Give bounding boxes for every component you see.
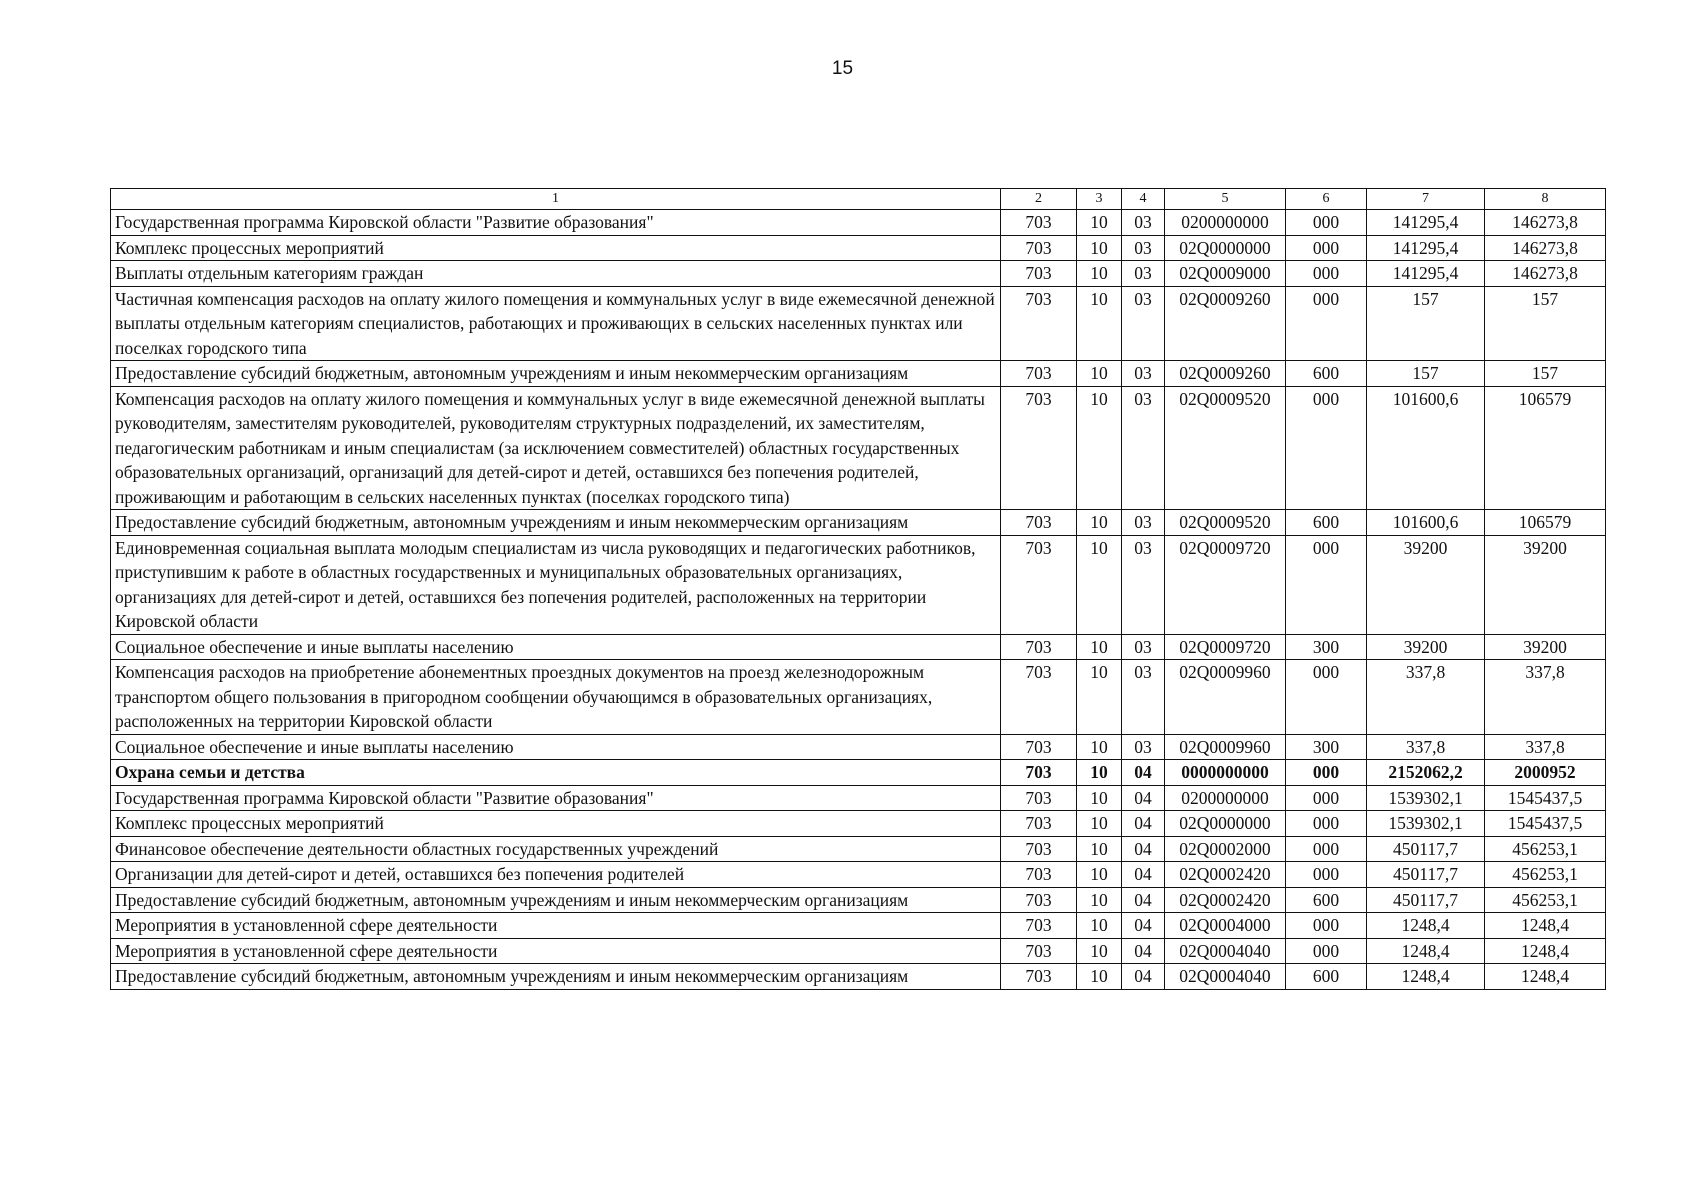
table-row (111, 510, 1606, 536)
section-code-cell: 703 (1001, 811, 1077, 837)
division-code-cell: 03 (1122, 261, 1165, 287)
table-row (111, 862, 1606, 888)
subsection-code-cell: 10 (1077, 836, 1122, 862)
subsection-code-cell: 10 (1077, 634, 1122, 660)
table-row (111, 785, 1606, 811)
division-code-cell: 03 (1122, 634, 1165, 660)
section-code-cell: 703 (1001, 634, 1077, 660)
target-code-cell: 02Q0009960 (1165, 734, 1286, 760)
section-code-cell: 703 (1001, 510, 1077, 536)
division-code-cell: 04 (1122, 785, 1165, 811)
section-code-cell: 703 (1001, 887, 1077, 913)
expense-type-cell: 000 (1286, 836, 1367, 862)
amount-year1-cell: 39200 (1367, 634, 1485, 660)
subsection-code-cell: 10 (1077, 964, 1122, 990)
division-code-cell: 04 (1122, 836, 1165, 862)
amount-year2-cell: 337,8 (1485, 734, 1606, 760)
target-code-cell: 02Q0009520 (1165, 386, 1286, 510)
amount-year1-cell: 157 (1367, 361, 1485, 387)
amount-year1-cell: 2152062,2 (1367, 760, 1485, 786)
table-row (111, 361, 1606, 387)
subsection-code-cell: 10 (1077, 510, 1122, 536)
amount-year2-cell: 106579 (1485, 386, 1606, 510)
amount-year1-cell: 101600,6 (1367, 510, 1485, 536)
subsection-code-cell: 10 (1077, 811, 1122, 837)
expense-type-cell: 000 (1286, 811, 1367, 837)
expense-type-cell: 000 (1286, 535, 1367, 634)
division-code-cell: 04 (1122, 862, 1165, 888)
amount-year1-cell: 141295,4 (1367, 210, 1485, 236)
item-name-cell: Частичная компенсация расходов на оплату жилого помещения и коммунальных услуг в виде ежемесячной денежной выплаты отдельным категориям специалистов, работающих и проживающих в сельских населенных пунктах или поселках городского типа (111, 286, 1001, 361)
header-cell: 6 (1286, 189, 1367, 210)
amount-year1-cell: 1248,4 (1367, 938, 1485, 964)
expense-type-cell: 000 (1286, 760, 1367, 786)
expense-type-cell: 000 (1286, 660, 1367, 735)
expense-type-cell: 000 (1286, 261, 1367, 287)
table-row (111, 535, 1606, 634)
amount-year2-cell: 157 (1485, 361, 1606, 387)
amount-year1-cell: 157 (1367, 286, 1485, 361)
target-code-cell: 02Q0009000 (1165, 261, 1286, 287)
item-name-cell: Выплаты отдельным категориям граждан (111, 261, 1001, 287)
section-code-cell: 703 (1001, 734, 1077, 760)
target-code-cell: 02Q0009960 (1165, 660, 1286, 735)
amount-year2-cell: 1248,4 (1485, 964, 1606, 990)
amount-year1-cell: 1248,4 (1367, 964, 1485, 990)
amount-year2-cell: 157 (1485, 286, 1606, 361)
section-code-cell: 703 (1001, 210, 1077, 236)
subsection-code-cell: 10 (1077, 660, 1122, 735)
table-row (111, 210, 1606, 236)
section-code-cell: 703 (1001, 862, 1077, 888)
table-row (111, 634, 1606, 660)
expense-type-cell: 000 (1286, 386, 1367, 510)
item-name-cell: Охрана семьи и детства (111, 760, 1001, 786)
target-code-cell: 02Q0000000 (1165, 811, 1286, 837)
item-name-cell: Организации для детей-сирот и детей, оставшихся без попечения родителей (111, 862, 1001, 888)
subsection-code-cell: 10 (1077, 210, 1122, 236)
expense-type-cell: 300 (1286, 734, 1367, 760)
amount-year1-cell: 141295,4 (1367, 261, 1485, 287)
subsection-code-cell: 10 (1077, 862, 1122, 888)
subsection-code-cell: 10 (1077, 734, 1122, 760)
target-code-cell: 02Q0004000 (1165, 913, 1286, 939)
table-row (111, 235, 1606, 261)
subsection-code-cell: 10 (1077, 760, 1122, 786)
header-cell: 5 (1165, 189, 1286, 210)
expense-type-cell: 000 (1286, 913, 1367, 939)
amount-year1-cell: 450117,7 (1367, 836, 1485, 862)
target-code-cell: 02Q0004040 (1165, 964, 1286, 990)
item-name-cell: Компенсация расходов на приобретение абонементных проездных документов на проезд железнодорожным транспортом общего пользования в пригородном сообщении обучающимся в образовательных организациях, расположенных на территории Кировской области (111, 660, 1001, 735)
amount-year2-cell: 456253,1 (1485, 887, 1606, 913)
subsection-code-cell: 10 (1077, 887, 1122, 913)
expense-type-cell: 000 (1286, 235, 1367, 261)
item-name-cell: Мероприятия в установленной сфере деятельности (111, 913, 1001, 939)
amount-year2-cell: 456253,1 (1485, 862, 1606, 888)
amount-year1-cell: 101600,6 (1367, 386, 1485, 510)
item-name-cell: Единовременная социальная выплата молодым специалистам из числа руководящих и педагогических работников, приступившим к работе в областных государственных и муниципальных образовательных организациях, организациях для детей-сирот и детей, оставшихся без попечения родителей, расположенных на территории Кировской области (111, 535, 1001, 634)
amount-year1-cell: 450117,7 (1367, 862, 1485, 888)
expense-type-cell: 000 (1286, 785, 1367, 811)
amount-year2-cell: 1545437,5 (1485, 785, 1606, 811)
target-code-cell: 02Q0002420 (1165, 887, 1286, 913)
division-code-cell: 04 (1122, 887, 1165, 913)
amount-year2-cell: 1248,4 (1485, 938, 1606, 964)
amount-year2-cell: 337,8 (1485, 660, 1606, 735)
section-code-cell: 703 (1001, 261, 1077, 287)
subsection-code-cell: 10 (1077, 286, 1122, 361)
expense-type-cell: 600 (1286, 964, 1367, 990)
expense-type-cell: 000 (1286, 938, 1367, 964)
target-code-cell: 02Q0009720 (1165, 535, 1286, 634)
amount-year2-cell: 39200 (1485, 634, 1606, 660)
division-code-cell: 04 (1122, 913, 1165, 939)
target-code-cell: 02Q0002420 (1165, 862, 1286, 888)
section-code-cell: 703 (1001, 286, 1077, 361)
item-name-cell: Финансовое обеспечение деятельности областных государственных учреждений (111, 836, 1001, 862)
amount-year1-cell: 337,8 (1367, 660, 1485, 735)
section-code-cell: 703 (1001, 913, 1077, 939)
header-cell: 2 (1001, 189, 1077, 210)
item-name-cell: Мероприятия в установленной сфере деятельности (111, 938, 1001, 964)
header-cell: 7 (1367, 189, 1485, 210)
expense-type-cell: 300 (1286, 634, 1367, 660)
amount-year2-cell: 2000952 (1485, 760, 1606, 786)
division-code-cell: 03 (1122, 286, 1165, 361)
table-row (111, 811, 1606, 837)
amount-year2-cell: 146273,8 (1485, 210, 1606, 236)
subsection-code-cell: 10 (1077, 261, 1122, 287)
expense-type-cell: 000 (1286, 862, 1367, 888)
item-name-cell: Социальное обеспечение и иные выплаты населению (111, 634, 1001, 660)
subsection-code-cell: 10 (1077, 938, 1122, 964)
target-code-cell: 02Q0000000 (1165, 235, 1286, 261)
target-code-cell: 02Q0009720 (1165, 634, 1286, 660)
item-name-cell: Предоставление субсидий бюджетным, автономным учреждениям и иным некоммерческим организациям (111, 887, 1001, 913)
target-code-cell: 02Q0004040 (1165, 938, 1286, 964)
target-code-cell: 02Q0009260 (1165, 361, 1286, 387)
table-row (111, 964, 1606, 990)
subsection-code-cell: 10 (1077, 386, 1122, 510)
division-code-cell: 03 (1122, 386, 1165, 510)
item-name-cell: Компенсация расходов на оплату жилого помещения и коммунальных услуг в виде ежемесячной денежной выплаты руководителям, заместителям руководителей, руководителям структурных подразделений, их заместителям, педагогическим работникам и иным специалистам (за исключением совместителей) областных государственных образовательных организаций, организаций для детей-сирот и детей, оставшихся без попечения родителей, проживающим и работающим в сельских населенных пунктах (поселках городского типа) (111, 386, 1001, 510)
division-code-cell: 04 (1122, 760, 1165, 786)
subsection-code-cell: 10 (1077, 913, 1122, 939)
division-code-cell: 04 (1122, 964, 1165, 990)
table-row (111, 660, 1606, 735)
item-name-cell: Комплекс процессных мероприятий (111, 811, 1001, 837)
section-code-cell: 703 (1001, 964, 1077, 990)
target-code-cell: 0200000000 (1165, 210, 1286, 236)
table-row (111, 836, 1606, 862)
target-code-cell: 02Q0009260 (1165, 286, 1286, 361)
header-cell: 4 (1122, 189, 1165, 210)
amount-year1-cell: 39200 (1367, 535, 1485, 634)
expense-type-cell: 600 (1286, 887, 1367, 913)
table-row (111, 913, 1606, 939)
section-code-cell: 703 (1001, 235, 1077, 261)
section-code-cell: 703 (1001, 361, 1077, 387)
section-code-cell: 703 (1001, 535, 1077, 634)
item-name-cell: Социальное обеспечение и иные выплаты населению (111, 734, 1001, 760)
header-cell: 8 (1485, 189, 1606, 210)
table-row (111, 286, 1606, 361)
target-code-cell: 02Q0009520 (1165, 510, 1286, 536)
section-code-cell: 703 (1001, 836, 1077, 862)
amount-year2-cell: 106579 (1485, 510, 1606, 536)
subsection-code-cell: 10 (1077, 235, 1122, 261)
header-cell: 1 (111, 189, 1001, 210)
header-cell: 3 (1077, 189, 1122, 210)
amount-year2-cell: 146273,8 (1485, 261, 1606, 287)
table-row (111, 938, 1606, 964)
item-name-cell: Предоставление субсидий бюджетным, автономным учреждениям и иным некоммерческим организациям (111, 361, 1001, 387)
item-name-cell: Предоставление субсидий бюджетным, автономным учреждениям и иным некоммерческим организациям (111, 964, 1001, 990)
section-code-cell: 703 (1001, 785, 1077, 811)
division-code-cell: 03 (1122, 510, 1165, 536)
division-code-cell: 03 (1122, 210, 1165, 236)
budget-table (110, 188, 1606, 990)
division-code-cell: 03 (1122, 235, 1165, 261)
amount-year1-cell: 1248,4 (1367, 913, 1485, 939)
amount-year1-cell: 1539302,1 (1367, 811, 1485, 837)
amount-year1-cell: 450117,7 (1367, 887, 1485, 913)
division-code-cell: 04 (1122, 811, 1165, 837)
subsection-code-cell: 10 (1077, 361, 1122, 387)
table-row (111, 261, 1606, 287)
item-name-cell: Государственная программа Кировской области "Развитие образования" (111, 210, 1001, 236)
target-code-cell: 0200000000 (1165, 785, 1286, 811)
amount-year1-cell: 1539302,1 (1367, 785, 1485, 811)
subsection-code-cell: 10 (1077, 535, 1122, 634)
section-code-cell: 703 (1001, 938, 1077, 964)
table-row (111, 386, 1606, 510)
amount-year2-cell: 456253,1 (1485, 836, 1606, 862)
target-code-cell: 0000000000 (1165, 760, 1286, 786)
section-code-cell: 703 (1001, 760, 1077, 786)
amount-year2-cell: 146273,8 (1485, 235, 1606, 261)
amount-year2-cell: 39200 (1485, 535, 1606, 634)
page-number: 15 (831, 58, 854, 79)
table-row (111, 887, 1606, 913)
division-code-cell: 03 (1122, 734, 1165, 760)
table-row (111, 734, 1606, 760)
expense-type-cell: 000 (1286, 210, 1367, 236)
section-code-cell: 703 (1001, 386, 1077, 510)
division-code-cell: 03 (1122, 660, 1165, 735)
amount-year1-cell: 141295,4 (1367, 235, 1485, 261)
division-code-cell: 03 (1122, 361, 1165, 387)
amount-year2-cell: 1248,4 (1485, 913, 1606, 939)
item-name-cell: Государственная программа Кировской области "Развитие образования" (111, 785, 1001, 811)
division-code-cell: 03 (1122, 535, 1165, 634)
expense-type-cell: 000 (1286, 286, 1367, 361)
table-row (111, 760, 1606, 786)
expense-type-cell: 600 (1286, 510, 1367, 536)
target-code-cell: 02Q0002000 (1165, 836, 1286, 862)
item-name-cell: Предоставление субсидий бюджетным, автономным учреждениям и иным некоммерческим организациям (111, 510, 1001, 536)
item-name-cell: Комплекс процессных мероприятий (111, 235, 1001, 261)
expense-type-cell: 600 (1286, 361, 1367, 387)
amount-year1-cell: 337,8 (1367, 734, 1485, 760)
subsection-code-cell: 10 (1077, 785, 1122, 811)
division-code-cell: 04 (1122, 938, 1165, 964)
section-code-cell: 703 (1001, 660, 1077, 735)
table-header-row (111, 189, 1606, 210)
amount-year2-cell: 1545437,5 (1485, 811, 1606, 837)
